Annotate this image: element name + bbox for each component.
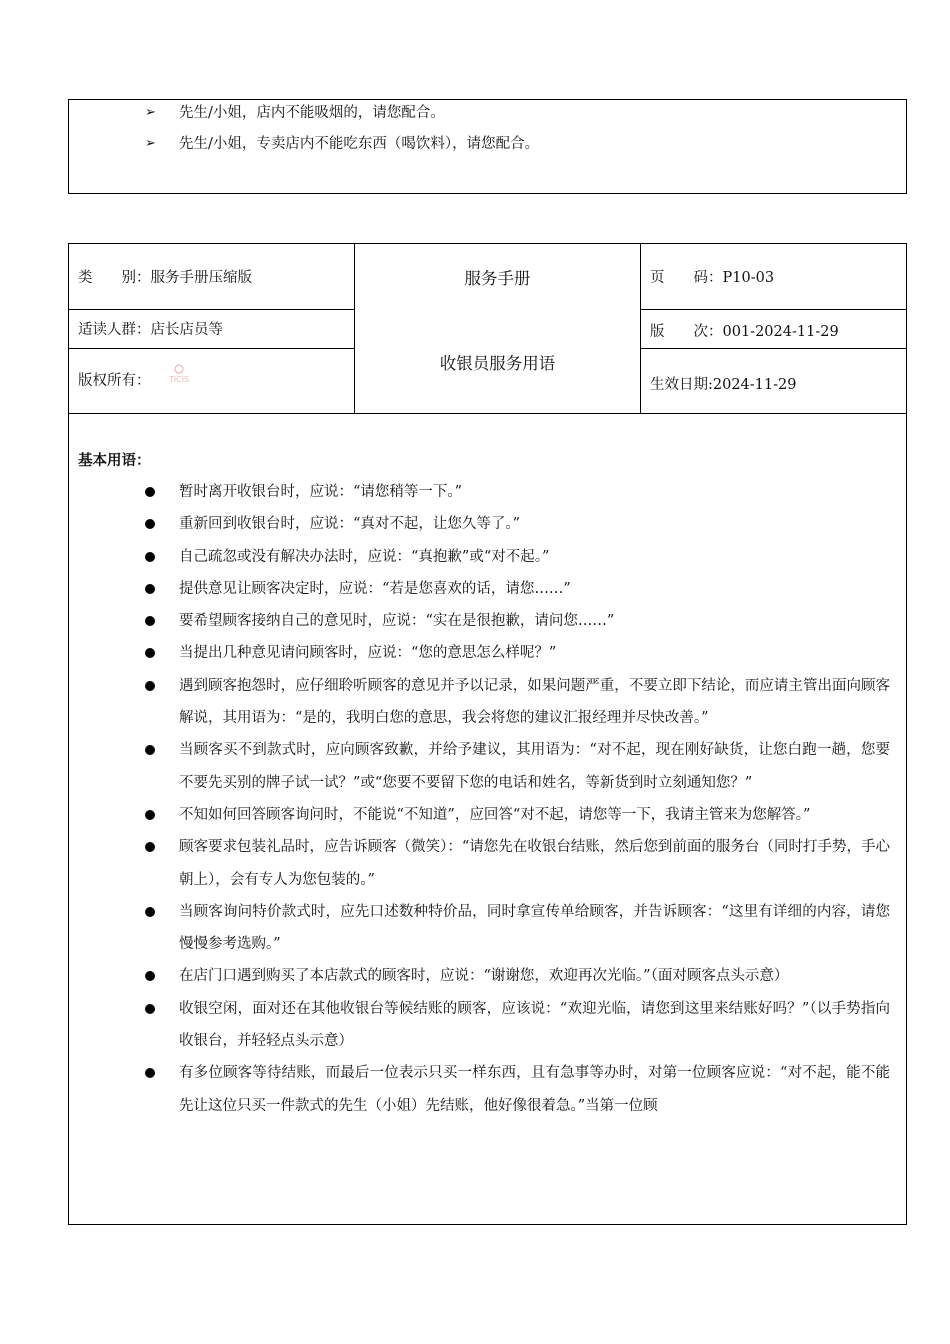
- divider: [640, 348, 907, 349]
- section-title: 基本用语：: [78, 453, 151, 469]
- divider: [68, 348, 355, 349]
- bullet-dot-icon: [145, 648, 155, 658]
- bullet-dot-icon: [145, 487, 155, 497]
- list-item: 重新回到收银台时，应说：“真对不起，让您久等了。”: [145, 508, 890, 540]
- bullet-dot-icon: [145, 1004, 155, 1014]
- bullet-dot-icon: [145, 681, 155, 691]
- page-code: 页 码：P10-03: [650, 270, 775, 286]
- bullet-dot-icon: [145, 842, 155, 852]
- bullet-dot-icon: [145, 810, 155, 820]
- list-item: 在店门口遇到购买了本店款式的顾客时，应说：“谢谢您，欢迎再次光临。”（面对顾客点头示意）: [145, 960, 890, 992]
- list-item: 自己疏忽或没有解决办法时，应说：“真抱歉”或“对不起。”: [145, 541, 890, 573]
- bullet-dot-icon: [145, 907, 155, 917]
- readers-label: 适读人群：店长店员等: [78, 322, 223, 338]
- list-item: 当顾客买不到款式时，应向顾客致歉，并给予建议，其用语为：“对不起，现在刚好缺货，让您白跑一趟，您要不要先买别的牌子试一试？”或“您要不要留下您的电话和姓名，等新货到时立刻通知您？”: [145, 734, 890, 799]
- svg-text:TICIS: TICIS: [168, 375, 190, 384]
- list-item: 暂时离开收银台时，应说：“请您稍等一下。”: [145, 476, 890, 508]
- arrow-bullet-icon: ➢: [145, 105, 156, 120]
- list-item: 当提出几种意见请问顾客时，应说：“您的意思怎么样呢？”: [145, 637, 890, 669]
- list-item: 有多位顾客等待结账，而最后一位表示只买一样东西，且有急事等办时，对第一位顾客应说：“对不起，能不能先让这位只买一件款式的先生（小姐）先结账，他好像很着急。”当第一位顾: [145, 1057, 890, 1122]
- copyright-label: 版权所有：: [78, 373, 151, 389]
- bullet-dot-icon: [145, 519, 155, 529]
- list-item: 顾客要求包装礼品时，应告诉顾客（微笑）：“请您先在收银台结账，然后您到前面的服务台（同时打手势，手心朝上），会有专人为您包装的。”: [145, 831, 890, 896]
- version-label: 版 次：001-2024-11-29: [650, 324, 839, 340]
- document-subtitle: 收银员服务用语: [439, 354, 556, 373]
- list-item: 收银空闲，面对还在其他收银台等候结账的顾客，应该说：“欢迎光临，请您到这里来结账好吗？”（以手势指向收银台，并轻轻点头示意）: [145, 993, 890, 1058]
- document-title: 服务手册: [464, 269, 531, 288]
- list-item: 要希望顾客接纳自己的意见时，应说：“实在是很抱歉，请问您……”: [145, 605, 890, 637]
- bullet-dot-icon: [145, 971, 155, 981]
- bullet-dot-icon: [145, 616, 155, 626]
- divider: [68, 309, 355, 310]
- divider: [640, 243, 641, 414]
- bullet-dot-icon: [145, 552, 155, 562]
- bullet-dot-icon: [145, 584, 155, 594]
- list-item: 当顾客询问特价款式时，应先口述数种特价品，同时拿宣传单给顾客，并告诉顾客：“这里有详细的内容，请您慢慢参考选购。”: [145, 896, 890, 961]
- list-item: 提供意见让顾客决定时，应说：“若是您喜欢的话，请您……”: [145, 573, 890, 605]
- arrow-bullet-icon: ➢: [145, 136, 156, 151]
- list-item: 遇到顾客抱怨时，应仔细聆听顾客的意见并予以记录，如果问题严重，不要立即下结论，而应请主管出面向顾客解说，其用语为：“是的，我明白您的意思，我会将您的建议汇报经理并尽快改善。”: [145, 670, 890, 735]
- effective-date: 生效日期:2024-11-29: [650, 377, 797, 393]
- category-label: 类 别：服务手册压缩版: [78, 270, 252, 286]
- phrase-list: [0, 476, 950, 1122]
- bullet-dot-icon: [145, 745, 155, 755]
- divider: [640, 309, 907, 310]
- bullet-dot-icon: [145, 1068, 155, 1078]
- list-item: 不知如何回答顾客询问时，不能说“不知道”，应回答“对不起，请您等一下，我请主管来为您解答。”: [145, 799, 890, 831]
- ticis-logo: [162, 363, 196, 385]
